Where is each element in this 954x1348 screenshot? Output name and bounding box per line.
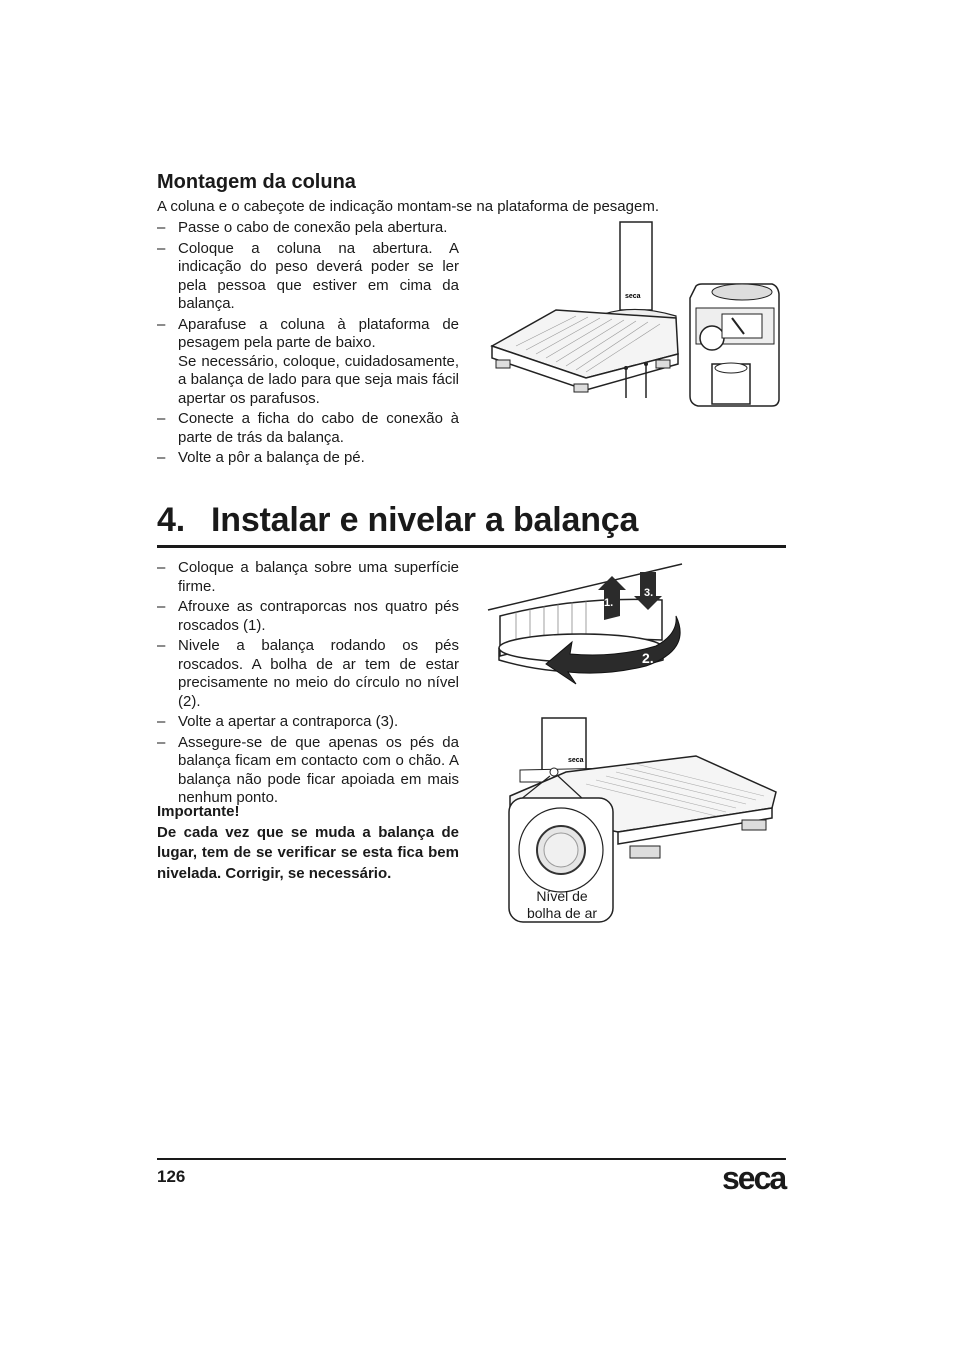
list-item: – Assegure-se de que apenas os pés da balança ficam em contacto com o chão. A balança não pode ficar apoiada em mais nenhum ponto.: [157, 734, 459, 808]
footer-rule: [157, 1158, 786, 1160]
arrow-1-label: 1.: [604, 597, 614, 609]
spirit-level-caption: [510, 888, 614, 922]
list-item: – Conecte a ficha do cabo de conexão à parte de trás da balança.: [157, 410, 459, 447]
important-note: [157, 802, 459, 884]
caption-line: Nível de: [536, 888, 588, 904]
list-item: – Nivele a balança rodando os pés roscados. A bolha de ar tem de estar precisamente no meio do círculo no nível (2).: [157, 637, 459, 711]
chapter-title: Instalar e nivelar a balança: [211, 501, 639, 539]
list-item: – Coloque a balança sobre uma superfície firme.: [157, 559, 459, 596]
list-item: – Passe o cabo de conexão pela abertura.: [157, 219, 459, 238]
important-text: De cada vez que se muda a balança de lugar, tem de se verificar se esta fica bem nivelada. Corrigir, se necessário.: [157, 823, 459, 882]
list-item: – Afrouxe as contraporcas nos quatro pés roscados (1).: [157, 598, 459, 635]
foot-adjust-illustration: [486, 560, 692, 690]
page-number: 126: [157, 1167, 186, 1186]
list-item-text: Aparafuse a coluna à plataforma de pesagem pela parte de baixo.: [178, 315, 459, 351]
list-item: – Coloque a coluna na abertura. A indicação do peso deverá poder se ler pela pessoa que estiver em cima da balança.: [157, 240, 459, 314]
list-item: – Volte a pôr a balança de pé.: [157, 449, 459, 468]
arrow-2-label: 2.: [642, 650, 654, 666]
brand-logo: seca: [722, 1160, 786, 1196]
caption-line: bolha de ar: [526, 905, 598, 921]
arrow-3-label: 3.: [644, 587, 654, 599]
chapter-heading: [157, 498, 638, 542]
heading-rule: [157, 545, 786, 548]
leveling-steps-list: [157, 559, 459, 810]
section-intro: A coluna e o cabeçote de indicação montam-se na plataforma de pesagem.: [157, 198, 659, 215]
list-item: – Volte a apertar a contraporca (3).: [157, 713, 459, 732]
section-heading-montagem: Montagem da coluna: [157, 171, 356, 193]
column-brand-label: seca: [625, 293, 641, 300]
column-assembly-illustration: [486, 218, 786, 413]
list-item: [157, 316, 459, 409]
important-label: Importante!: [157, 803, 240, 820]
assembly-steps-list: [157, 219, 459, 470]
list-item-continuation: Se necessário, coloque, cuidadosamente, a balança de lado para que seja mais fácil apertar os parafusos.: [178, 352, 459, 407]
column-brand-label: seca: [568, 757, 584, 764]
chapter-number: 4.: [157, 501, 185, 539]
